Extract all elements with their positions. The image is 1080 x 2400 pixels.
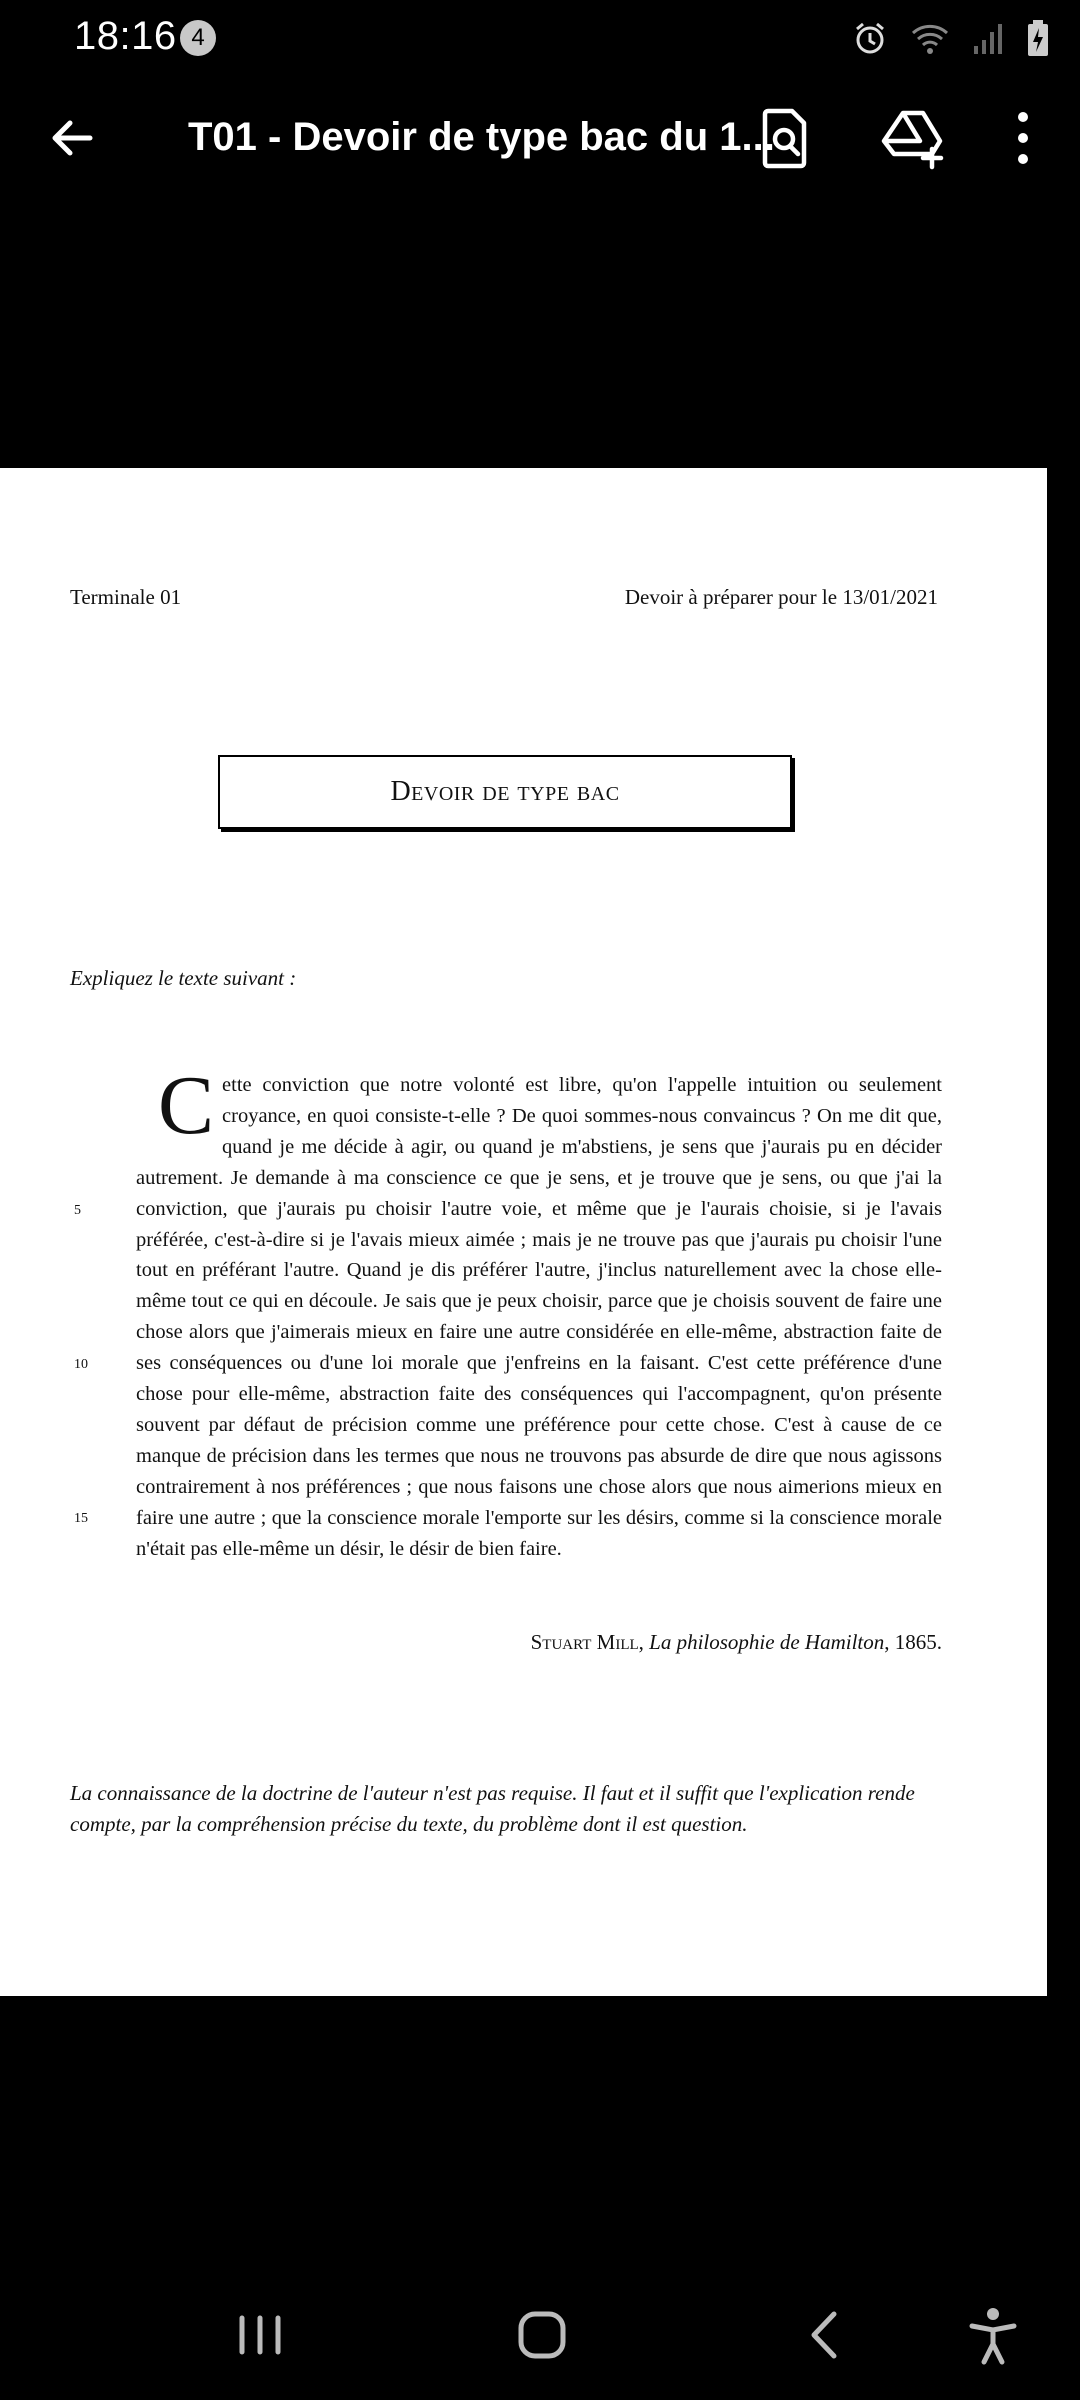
document-title: T01 - Devoir de type bac du 1... — [188, 115, 775, 159]
instruction-text: Expliquez le texte suivant : — [70, 966, 297, 990]
signal-icon — [972, 20, 1004, 56]
wifi-icon — [910, 20, 950, 56]
back-arrow-icon[interactable] — [38, 103, 108, 173]
document-page[interactable] — [0, 468, 1047, 1996]
class-label: Terminale 01 — [70, 585, 182, 609]
more-vert-icon[interactable] — [986, 101, 1060, 175]
back-icon[interactable] — [790, 2300, 860, 2370]
philosophy-passage — [136, 1059, 942, 1565]
source-work: La philosophie de Hamilton — [649, 1630, 885, 1654]
status-time: 18:16 — [74, 14, 177, 58]
app-bar — [0, 75, 1080, 195]
footnote-text: La connaissance de la doctrine de l'auteur n'est pas requise. Il faut et il suffit que l'explication rende compte, par la compréhension précise du texte, du problème dont il est question. — [70, 1781, 915, 1836]
line-number-15: 15 — [74, 1511, 88, 1526]
line-number-10: 10 — [74, 1357, 88, 1372]
recent-apps-icon[interactable] — [225, 2300, 295, 2370]
source-citation — [531, 1630, 942, 1655]
home-icon[interactable] — [507, 2300, 577, 2370]
add-to-drive-icon[interactable] — [876, 101, 950, 175]
source-year: , 1865. — [884, 1630, 942, 1654]
status-icons — [852, 18, 1050, 58]
source-separator: , — [638, 1630, 650, 1654]
search-document-icon[interactable] — [748, 101, 822, 175]
alarm-icon — [852, 20, 888, 56]
system-nav-bar — [0, 2270, 1080, 2400]
battery-charging-icon — [1026, 19, 1050, 57]
notification-count-badge: 4 — [180, 20, 216, 56]
assignment-title: Devoir de type bac — [390, 776, 620, 807]
passage-text: ette conviction que notre volonté est libre, qu'on l'appelle intuition ou seulement croyance, en quoi consiste-t-elle ? De quoi sommes-nous convaincus ? On me dit que, quand je me décide à agir, ou quand je m'abstiens, je sens que j'aurais pu en décider autrement. Je demande à ma conscience ce que je sens, et je trouve que je sens, ou que j'ai la conviction, que j'aurais pu choisir l'autre voie, et même que je l'aurais choisie, si je l'avais préférée, c'est-à-dire si je l'avais mieux aimée ; mais je ne trouve pas que j'aurais pu choisir l'une tout en préférant l'autre. Quand je dis préférer l'autre, j'inclus naturellement avec la chose elle-même tout ce qui en découle. Je sais que je peux choisir, parce que je choisis souvent de faire une chose alors que j'aimerais mieux en faire une autre considérée en elle-même, abstraction faite de ses conséquences ou d'une loi morale que j'enfreins en la faisant. C'est cette préférence d'une chose pour elle-même, abstraction faite des conséquences qui l'accompagnent, qu'on présente souvent par défaut de précision comme une préférence pour cette chose. C'est à cause de ce manque de précision dans les termes que nous ne trouvons pas absurde de dire que nous agissons contrairement à nos préférences ; que nous faisons une chose alors que nous aimerions mieux en faire une autre ; que la conscience morale l'emporte sur les désirs, comme si la conscience morale n'était pas elle-même un désir, le désir de bien faire. — [136, 1074, 942, 1560]
accessibility-icon[interactable] — [958, 2300, 1028, 2370]
due-date-label: Devoir à préparer pour le 13/01/2021 — [624, 585, 938, 609]
source-author: Stuart Mill — [530, 1630, 639, 1654]
drop-cap-letter: C — [158, 1059, 215, 1152]
status-bar — [0, 0, 1080, 75]
assignment-title-box — [218, 755, 792, 829]
line-number-5: 5 — [74, 1203, 81, 1218]
